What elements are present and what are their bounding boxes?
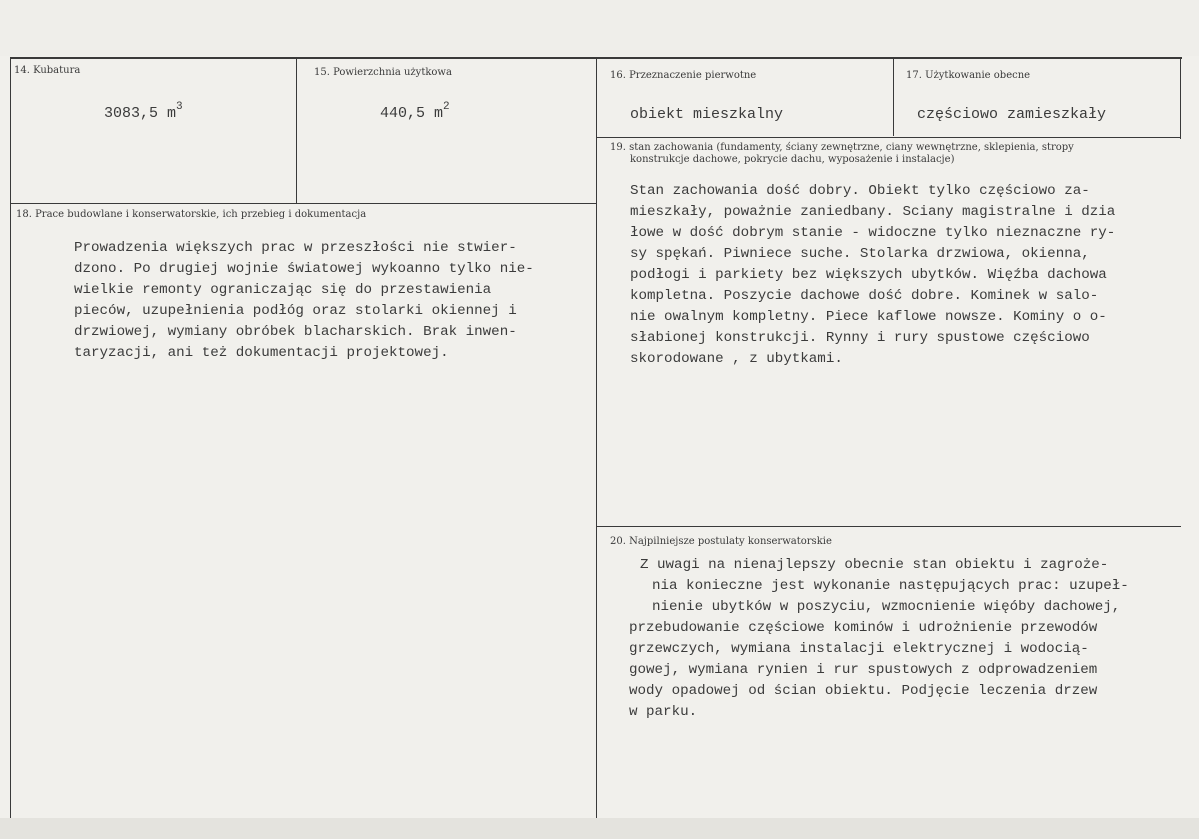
- label-przeznaczenie: 16. Przeznaczenie pierwotne: [610, 70, 757, 81]
- stan-line-2: mieszkały, poważnie zaniedbany. Sciany magistralne i dzia: [630, 204, 1116, 220]
- card-top-margin: [0, 0, 1199, 56]
- label-postulaty: 20. Najpilniejsze postulaty konserwatorskie: [610, 536, 832, 547]
- divider-14-15: [296, 59, 297, 203]
- powierzchnia-exponent: 2: [443, 101, 450, 113]
- label-kubatura: 14. Kubatura: [14, 65, 81, 76]
- rule-under-19: [596, 526, 1181, 527]
- postulaty-line-5: grzewczych, wymiana instalacji elektrycznej i wodocią-: [629, 641, 1089, 657]
- prace-line-2: dzono. Po drugiej wojnie światowej wykoanno tylko nie-: [74, 261, 534, 277]
- postulaty-line-2: nia konieczne jest wykonanie następujących prac: uzupeł-: [652, 578, 1129, 594]
- rule-under-14-15: [10, 203, 596, 204]
- postulaty-line-7: wody opadowej od ścian obiektu. Podjęcie leczenia drzew: [629, 683, 1098, 699]
- value-przeznaczenie: obiekt mieszkalny: [630, 106, 784, 123]
- powierzchnia-number: 440,5 m: [380, 105, 444, 122]
- label-stan-zachowania-2: konstrukcje dachowe, pokrycie dachu, wyposażenie i instalacje): [630, 154, 955, 165]
- value-kubatura: [104, 103, 183, 122]
- value-uzytkowanie: częściowo zamieszkały: [917, 106, 1107, 123]
- label-powierzchnia: 15. Powierzchnia użytkowa: [314, 67, 452, 78]
- divider-16-17: [893, 59, 894, 136]
- label-uzytkowanie: 17. Użytkowanie obecne: [906, 70, 1031, 81]
- stan-line-9: skorodowane , z ubytkami.: [630, 351, 843, 367]
- prace-line-5: drzwiowej, wymiany obróbek blacharskich. Brak inwen-: [74, 324, 517, 340]
- stan-line-1: Stan zachowania dość dobry. Obiekt tylko częściowo za-: [630, 183, 1090, 199]
- prace-line-3: wielkie remonty ograniczając się do przestawienia: [74, 282, 492, 298]
- stan-line-3: łowe w dość dobrym stanie - widoczne tylko nieznaczne ry-: [630, 225, 1116, 241]
- prace-line-4: pieców, uzupełnienia podłóg oraz stolarki okiennej i: [74, 303, 517, 319]
- postulaty-line-6: gowej, wymiana rynien i rur spustowych z odprowadzeniem: [629, 662, 1098, 678]
- center-divider: [596, 59, 597, 819]
- label-stan-zachowania-1: 19. stan zachowania (fundamenty, ściany zewnętrzne, ciany wewnętrzne, sklepienia, stropy: [610, 142, 1074, 153]
- postulaty-line-4: przebudowanie częściowe kominów i udrożnienie przewodów: [629, 620, 1098, 636]
- postulaty-line-8: w parku.: [629, 704, 698, 720]
- prace-line-6: taryzacji, ani też dokumentacji projektowej.: [74, 345, 449, 361]
- kubatura-exponent: 3: [176, 101, 183, 113]
- kubatura-number: 3083,5 m: [104, 105, 177, 122]
- postulaty-line-1: Z uwagi na nienajlepszy obecnie stan obiektu i zagroże-: [640, 557, 1109, 573]
- prace-line-1: Prowadzenia większych prac w przeszłości nie stwier-: [74, 240, 517, 256]
- stan-line-4: sy spękań. Piwniece suche. Stolarka drzwiowa, okienna,: [630, 246, 1090, 262]
- stan-line-5: podłogi i parkiety bez większych ubytków. Więźba dachowa: [630, 267, 1107, 283]
- stan-line-8: słabionej konstrukcji. Rynny i rury spustowe częściowo: [630, 330, 1090, 346]
- left-border: [10, 57, 11, 819]
- card-bottom-edge: [0, 818, 1199, 839]
- stan-line-6: kompletna. Poszycie dachowe dość dobre. Kominek w salo-: [630, 288, 1099, 304]
- stan-line-7: nie owalnym kompletny. Piece kaflowe nowsze. Kominy o o-: [630, 309, 1107, 325]
- rule-under-16-17: [596, 137, 1181, 138]
- value-powierzchnia: [380, 103, 450, 122]
- right-border: [1180, 59, 1181, 139]
- label-prace-budowlane: 18. Prace budowlane i konserwatorskie, ich przebieg i dokumentacja: [16, 209, 367, 220]
- postulaty-line-3: nienie ubytków w poszyciu, wzmocnienie więóby dachowej,: [652, 599, 1121, 615]
